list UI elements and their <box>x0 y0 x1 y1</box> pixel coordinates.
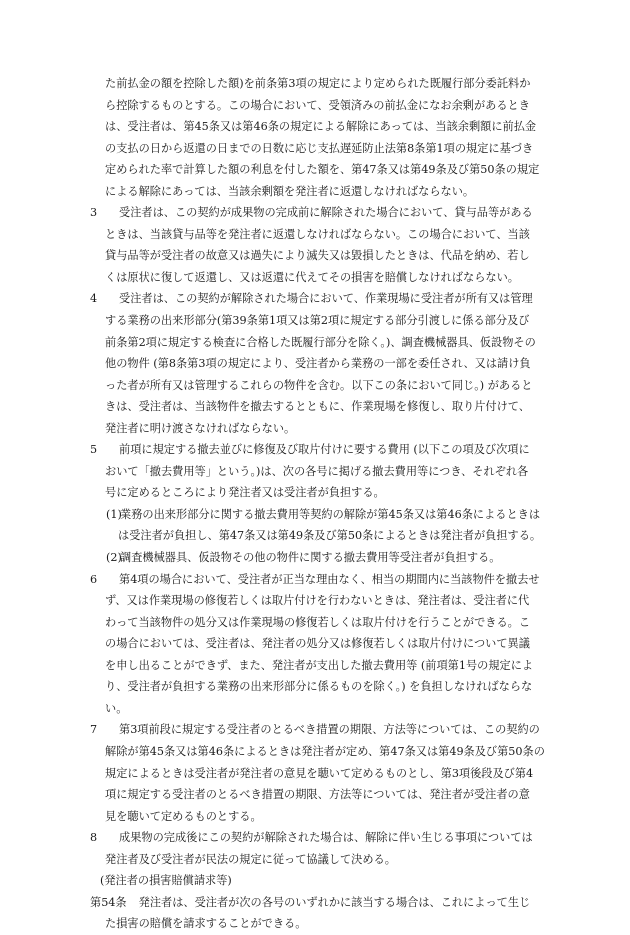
article-caption: (発注者の損害賠償請求等) <box>100 874 232 888</box>
text-line: 発注者に明け渡さなければならない。 <box>105 421 296 435</box>
text-line: 号に定めるところにより発注者又は受注者が負担する。 <box>105 486 385 500</box>
paragraph-number: 5 <box>90 443 98 457</box>
text-line: た損害の賠償を請求することができる。 <box>105 917 307 931</box>
text-line: わって当該物件の処分又は作業現場の修復若しくは取片付けを行うことができる。こ <box>105 615 531 629</box>
paragraph-number: 6 <box>90 572 98 586</box>
paragraph-4-line: 4 受注者は、この契約が解除された場合において、作業現場に受注者が所有又は管理 <box>90 288 548 310</box>
paragraph-number: 7 <box>90 723 98 737</box>
text-line: ら控除するものとする。この場合において、受領済みの前払金になお余剰があるとき <box>105 98 530 112</box>
text-line: 項に規定する受注者のとるべき措置の期限、方法等については、発注者が受注者の意 <box>105 788 530 802</box>
text-line: た前払金の額を控除した額)を前条第3項の規定により定められた既履行部分委託料か <box>105 77 531 90</box>
paragraph-number: 3 <box>90 206 98 220</box>
text-line: ず、又は作業現場の修復若しくは取片付けを行わないときは、発注者は、受注者に代 <box>105 594 530 608</box>
text-line: きは、受注者は、当該物件を撤去するとともに、作業現場を修復し、取り片付けて、 <box>105 400 530 414</box>
text-line: 規定によるときは受注者が発注者の意見を聴いて定めるものとし、第3項後段及び第4 <box>105 766 534 780</box>
paragraph-number: 8 <box>90 831 98 845</box>
article-number: 第54条 <box>90 895 127 909</box>
paragraph-7-line: 7 第3項前段に規定する受注者のとるべき措置の期限、方法等については、この契約の <box>90 719 548 741</box>
text-line: い。 <box>105 701 128 715</box>
text-line: による解除にあっては、当該余剰額を発注者に返還しなければならない。 <box>105 184 475 198</box>
item-number: (1) <box>106 507 122 521</box>
item-2-line: (2) 調査機械器具、仮設物その他の物件に関する撤去費用等受注者が負担する。 <box>90 547 548 569</box>
text-line: くは原状に復して返還し、又は返還に代えてその損害を賠償しなければならない。 <box>105 270 519 284</box>
text-line: は、受注者は、第45条又は第46条の規定による解除にあっては、当該余剰額に前払金 <box>105 120 537 134</box>
paragraph-8-line: 8 成果物の完成後にこの契約が解除された場合は、解除に伴い生じる事項については <box>90 827 548 849</box>
paragraph-5-line: 5 前項に規定する撤去並びに修復及び取片付けに要する費用 (以下この項及び次項に <box>90 439 548 461</box>
text-line: った者が所有又は管理するこれらの物件を含む。以下この条において同じ。) があると <box>105 378 533 392</box>
text-line: する業務の出来形部分(第39条第1項又は第2項に規定する部分引渡しに係る部分及び <box>105 314 530 328</box>
text-line: の場合においては、受注者は、発注者の処分又は修復若しくは取片付けについて異議 <box>105 637 530 651</box>
text-line: ときは、当該貸与品等を発注者に返還しなければならない。この場合において、当該 <box>105 227 530 241</box>
paragraph-6-line: 6 第4項の場合において、受注者が正当な理由なく、相当の期間内に当該物件を撤去せ <box>90 569 548 591</box>
text-line: 貸与品等が受注者の故意又は過失により滅失又は毀損したときは、代品を納め、若し <box>105 249 530 263</box>
document-body <box>90 73 548 935</box>
item-number: (2) <box>106 551 122 565</box>
text-line: 他の物件 (第8条第3項の規定により、受注者から業務の一部を委任され、又は請け負 <box>105 357 531 371</box>
text-line: 解除が第45条又は第46条によるときは発注者が定め、第47条又は第49条及び第50条の <box>105 744 545 758</box>
text-line: り、受注者が負担する業務の出来形部分に係るものを除く。) を負担しなければならな <box>105 680 533 694</box>
paragraph-3-line: 3 受注者は、この契約が成果物の完成前に解除された場合において、貸与品等がある <box>90 202 548 224</box>
text-line: を申し出ることができず、また、発注者が支出した撤去費用等 (前項第1号の規定によ <box>105 658 534 672</box>
text-line: の支払の日から返還の日までの日数に応じ支払遅延防止法第8条第1項の規定に基づき <box>105 141 534 155</box>
text-line: 前条第2項に規定する検査に合格した既履行部分を除く。)、調査機械器具、仮設物その <box>105 335 536 349</box>
text-line: は受注者が負担し、第47条又は第49条及び第50条によるときは発注者が負担する。 <box>118 529 542 543</box>
text-line: 見を聴いて定めるものとする。 <box>105 809 262 823</box>
item-1-line: (1) 業務の出来形部分に関する撤去費用等契約の解除が第45条又は第46条によるときは <box>90 504 548 526</box>
text-line: 定められた率で計算した額の利息を付した額を、第47条又は第49条及び第50条の規定 <box>105 163 540 177</box>
text-line: おいて「撤去費用等」という。)は、次の各号に掲げる撤去費用等につき、それぞれ各 <box>105 464 529 478</box>
article-54-line: 第54条 発注者は、受注者が次の各号のいずれかに該当する場合は、これによって生じ <box>90 895 531 909</box>
text-line: 発注者及び受注者が民法の規定に従って協議して決める。 <box>105 852 396 866</box>
paragraph-number: 4 <box>90 292 98 306</box>
